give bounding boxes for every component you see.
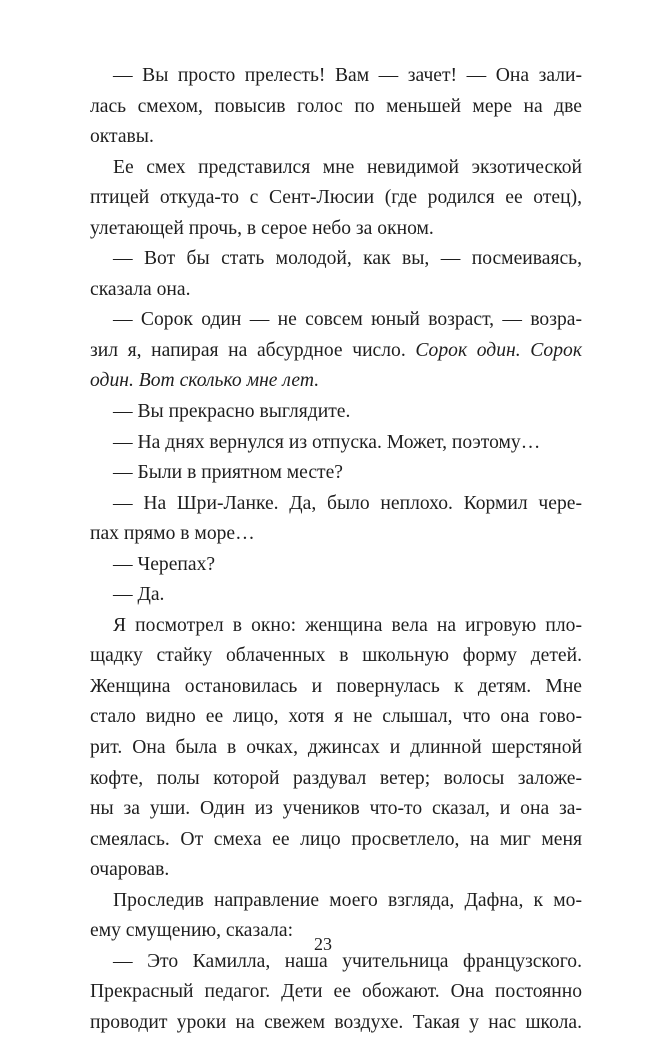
page-number: 23 [314,934,332,954]
text-line: Проследив направление моего взгляда, Дафна, к мо- [113,889,582,911]
text-line: — Это Камилла, наша учительница французского. [113,950,582,972]
text-line: Женщина остановилась и повернулась к детям. Мне [90,675,582,697]
text-line: — Вот бы стать молодой, как вы, — посмеиваясь, [113,248,582,270]
text-line: ему смущению, сказала: [90,920,294,942]
text-line: — Вы просто прелесть! Вам — зачет! — Она зали- [113,65,582,86]
text-line: — Сорок один — не совсем юный возраст, — возра- [113,309,582,331]
text-line: октавы. [90,126,154,148]
text-line: — Черепах? [113,553,216,575]
text-line: Прекрасный педагог. Дети ее обожают. Она постоянно [90,981,582,1003]
text-line: проводит уроки на свежем воздухе. Такая у нас школа. [90,1011,582,1033]
text-line: рит. Она была в очках, джинсах и длинной шерстяной [90,737,582,759]
text-line: очаровав. [90,859,170,881]
text-line: кофте, полы которой раздувал ветер; волосы заложе- [90,767,582,789]
text-line: стало видно ее лицо, хотя я не слышал, что она гово- [90,706,582,728]
body-text [90,61,582,1039]
text-line: сказала она. [90,278,191,300]
text-line: птицей откуда-то с Сент-Люсии (где родился ее отец), [90,187,582,209]
italic-thought-line: один. Вот сколько мне лет. [90,370,320,392]
text-line: ны за уши. Один из учеников что-то сказал, и она за- [90,798,582,820]
text-line: Я посмотрел в окно: женщина вела на игровую пло- [113,614,582,636]
text-line: улетающей прочь, в серое небо за окном. [90,217,434,239]
text-line [90,336,582,367]
text-line: — На Шри-Ланке. Да, было неплохо. Кормил чере- [113,492,582,514]
text-line: пах прямо в море… [90,523,255,545]
text-line-part: зил я, напирая на абсурдное число. [90,339,406,361]
text-line: лась смехом, повысив голос по меньшей мере на две [90,95,582,117]
text-line: — На днях вернулся из отпуска. Может, поэтому… [113,431,541,453]
italic-thought: Сорок один. Сорок [415,339,582,361]
text-line: щадку стайку облаченных в школьную форму детей. [90,645,582,667]
text-line: смеялась. От смеха ее лицо просветлело, на миг меня [90,828,582,850]
text-line: — Да. [113,584,165,606]
text-line: — Вы прекрасно выглядите. [113,401,351,423]
text-line: Ее смех представился мне невидимой экзотической [113,156,582,178]
text-line: — Были в приятном месте? [113,462,344,484]
